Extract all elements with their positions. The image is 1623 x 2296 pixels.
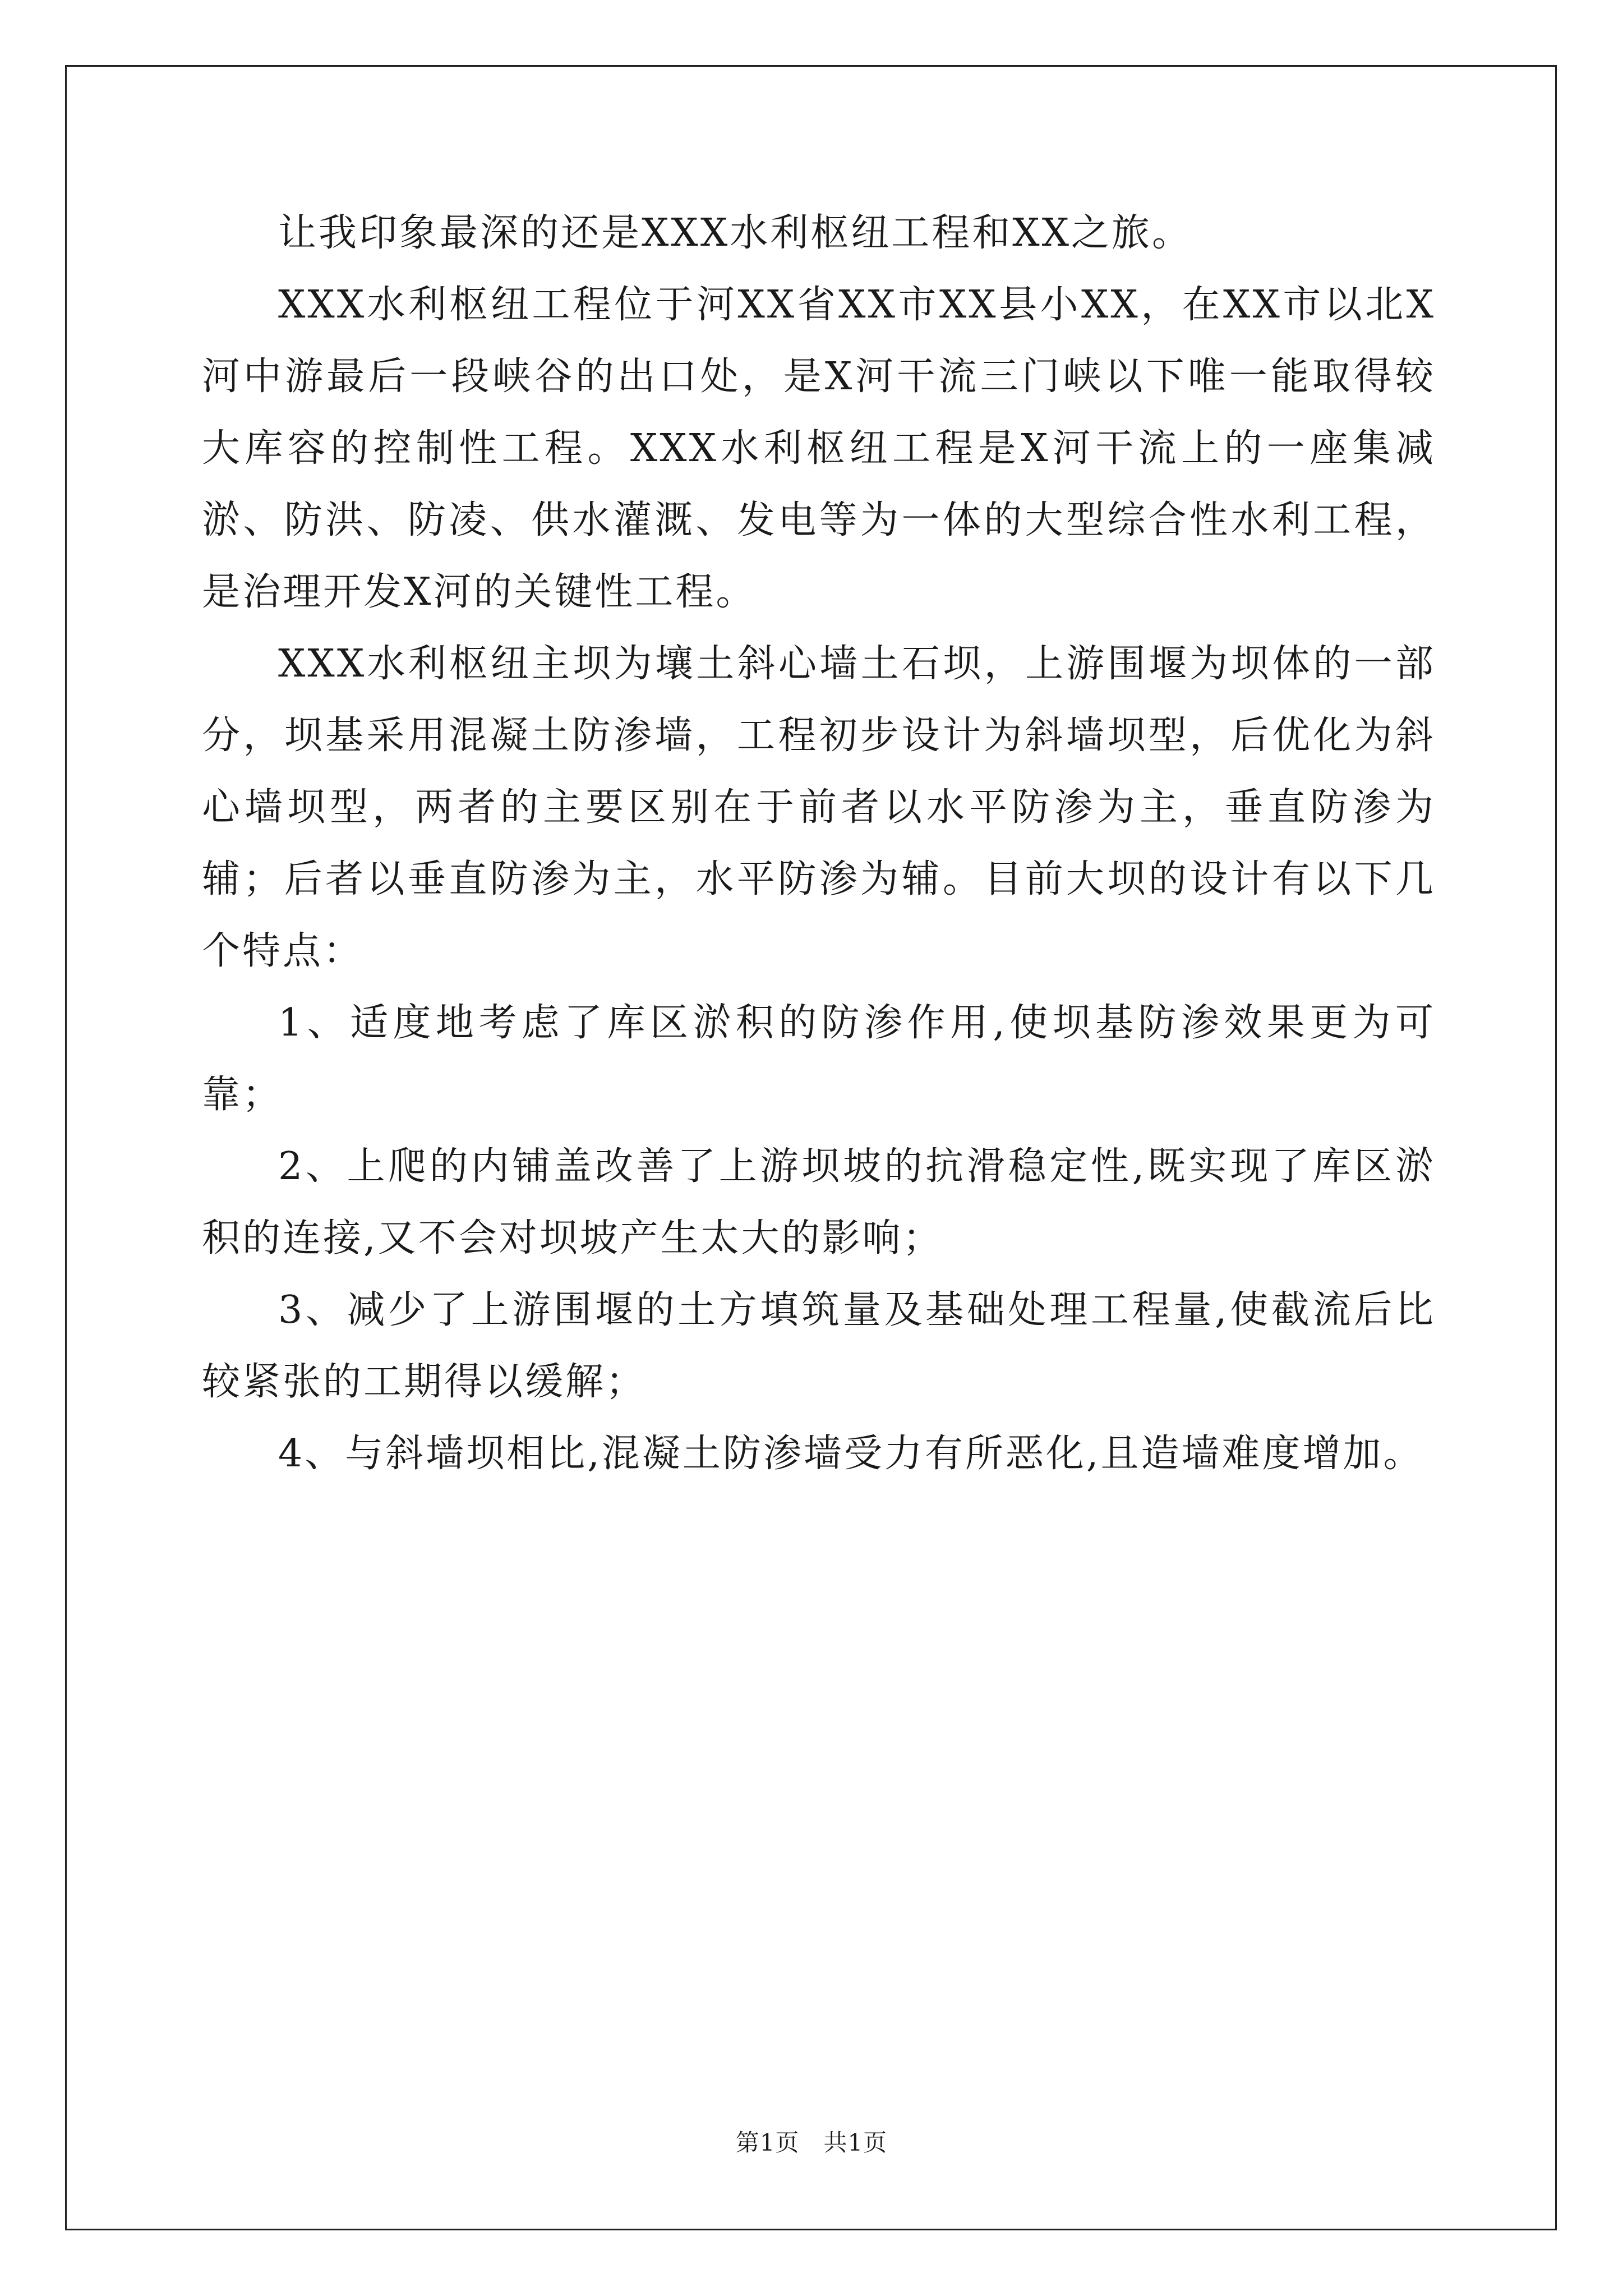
list-item-feature-3: 3、减少了上游围堰的土方填筑量及基础处理工程量,使截流后比较紧张的工期得以缓解； bbox=[202, 1288, 1436, 1404]
paragraph-dam-design: XXX水利枢纽主坝为壤土斜心墙土石坝，上游围堰为坝体的一部分，坝基采用混凝土防渗墙，工程初步设计为斜墙坝型，后优化为斜心墙坝型，两者的主要区别在于前者以水平防渗为主，垂直防渗为辅；后者以垂直防渗为主，水平防渗为辅。目前大坝的设计有以下几个特点： bbox=[202, 642, 1436, 973]
paragraph-project-location: XXX水利枢纽工程位于河XX省XX市XX县小XX，在XX市以北X河中游最后一段峡谷的出口处，是X河干流三门峡以下唯一能取得较大库容的控制性工程。XXX水利枢纽工程是X河干流上的一座集减淤、防洪、防凌、供水灌溉、发电等为一体的大型综合性水利工程，是治理开发X河的关键性工程。 bbox=[202, 283, 1436, 614]
document-body bbox=[202, 197, 1436, 1490]
page-number-footer: 第1页 共1页 bbox=[735, 2129, 888, 2156]
list-item-feature-4: 4、与斜墙坝相比,混凝土防渗墙受力有所恶化,且造墙难度增加。 bbox=[278, 1432, 1424, 1476]
list-item-feature-1: 1、适度地考虑了库区淤积的防渗作用,使坝基防渗效果更为可靠； bbox=[202, 1001, 1436, 1117]
list-item-feature-2: 2、上爬的内铺盖改善了上游坝坡的抗滑稳定性,既实现了库区淤积的连接,又不会对坝坡产生太大的影响； bbox=[202, 1144, 1436, 1260]
paragraph-intro: 让我印象最深的还是XXX水利枢纽工程和XX之旅。 bbox=[278, 211, 1193, 255]
